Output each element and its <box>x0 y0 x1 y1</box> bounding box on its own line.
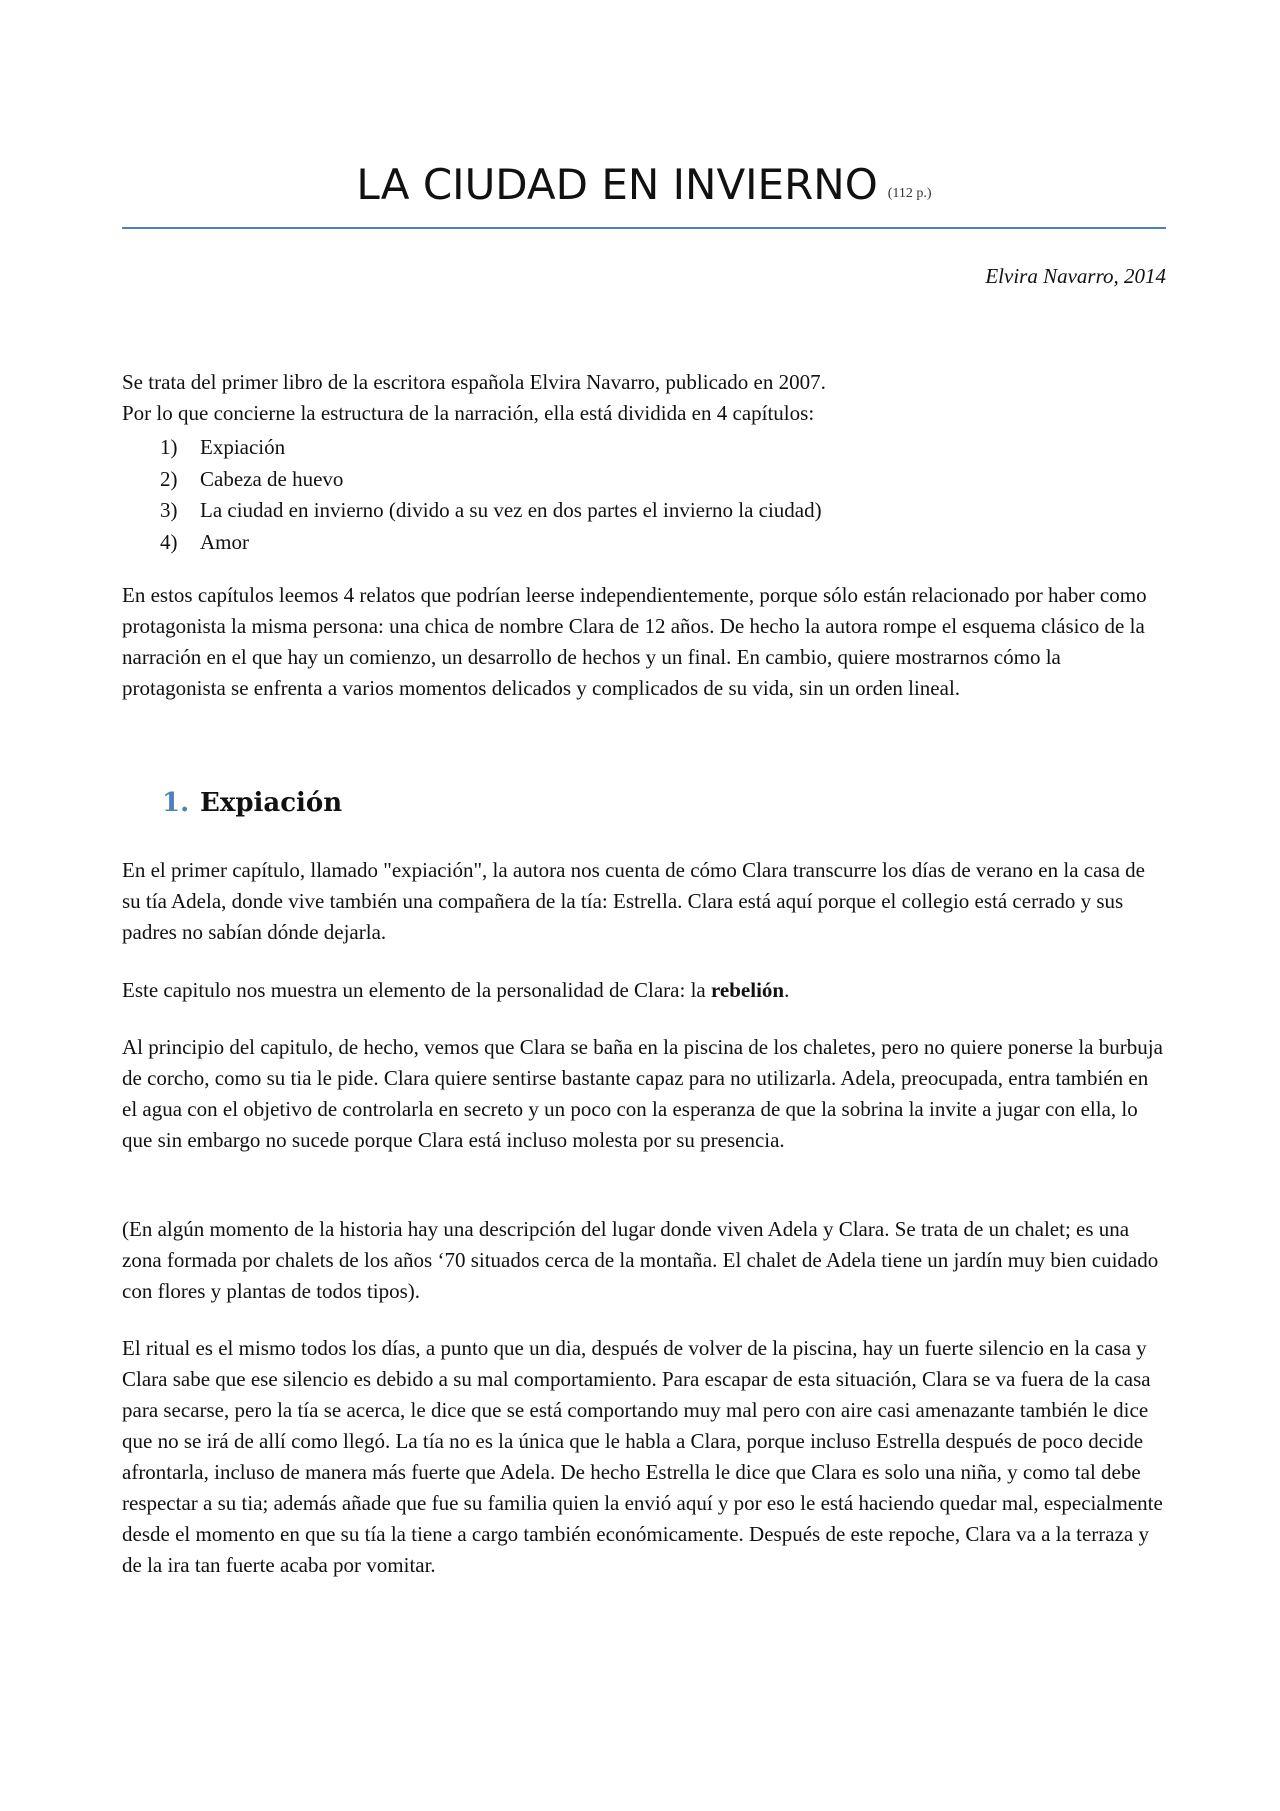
emphasis-rebelion: rebelión <box>710 978 785 1002</box>
author-line: Elvira Navarro, 2014 <box>985 264 1166 288</box>
list-item: 3) La ciudad en invierno (divido a su vez en dos partes el invierno la ciudad) <box>160 498 822 522</box>
paragraph-piscina: Al principio del capitulo, de hecho, vemos que Clara se baña en la piscina de los chaletes, pero no quiere ponerse la burbuja de corcho, como su tia le pide. Clara quiere sentirse bastante capaz para no utilizarla. Adela, preocupada, entra también en el agua con el objetivo de controlarla en secreto y un poco con la esperanza de que la sobrina la invite a jugar con ella, lo que sin embargo no sucede porque Clara está incluso molesta por su presencia. <box>122 1035 1163 1152</box>
paragraph-ritual: El ritual es el mismo todos los días, a punto que un dia, después de volver de la piscina, hay un fuerte silencio en la casa y Clara sabe que ese silencio es debido a su mal comportamiento. Para escapar de esta situación, Clara se va fuera de la casa para secarse, pero la tía se acerca, le dice que se está comportando muy mal pero con aire casi amenazante también le dice que no se irá de allí como llegó. La tía no es la única que le habla a Clara, porque incluso Estrella después de poco decide afrontarla, incluso de manera más fuerte que Adela. De hecho Estrella le dice que Clara es solo una niña, y como tal debe respectar a su tia; además añade que fue su familia quien la envió aquí y por eso le está haciendo quedar mal, especialmente desde el momento en que su tía la tiene a cargo también económicamente. Después de este repoche, Clara va a la terraza y de la ira tan fuerte acaba por vomitar. <box>122 1336 1163 1577</box>
list-item: 4) Amor <box>160 529 249 554</box>
chapter-label: Cabeza de huevo <box>200 466 344 491</box>
list-item: 1) Expiación <box>160 435 286 459</box>
chapter-label: La ciudad en invierno (divido a su vez en dos partes el invierno la ciudad) <box>200 498 822 522</box>
paragraph-chapters-overview: En estos capítulos leemos 4 relatos que podrían leerse independientemente, porque sólo están relacionado por haber como protagonista la misma persona: una chica de nombre Clara de 12 años. De hecho la autora rompe el esquema clásico de la narración en el que hay un comienzo, un desarrollo de hechos y un final. En cambio, quiere mostrarnos cómo la protagonista se enfrenta a varios momentos delicados y complicados de su vida, sin un orden lineal. <box>122 583 1147 700</box>
intro-line-1: Se trata del primer libro de la escritora española Elvira Navarro, publicado en 2007. <box>122 370 826 394</box>
section-number: 1. <box>162 788 190 818</box>
chapter-list <box>160 432 822 558</box>
paragraph-first-chapter: En el primer capítulo, llamado "expiación", la autora nos cuenta de cómo Clara transcurre los días de verano en la casa de su tía Adela, donde vive también una compañera de la tía: Estrella. Clara está aquí porque el collegio está cerrado y sus padres no sabían dónde dejarla. <box>122 858 1145 944</box>
page-count-note: (112 p.) <box>887 186 932 201</box>
paragraph-chalet: (En algún momento de la historia hay una descripción del lugar donde viven Adela y Clara. Se trata de un chalet; es una zona formada por chalets de los años ‘70 situados cerca de la montaña. El chalet de Adela tiene un jardín muy bien cuidado con flores y plantas de todos tipos). <box>122 1217 1159 1303</box>
paragraph-rebelion: Este capitulo nos muestra un elemento de la personalidad de Clara: la rebelión. <box>122 978 790 1002</box>
intro-line-2: Por lo que concierne la estructura de la narración, ella está dividida en 4 capítulos: <box>122 401 815 425</box>
section-title: Expiación <box>200 788 343 818</box>
chapter-label: Amor <box>200 529 249 554</box>
section-heading-expiacion <box>162 788 342 818</box>
list-item: 2) Cabeza de huevo <box>160 466 344 491</box>
document-title: LA CIUDAD EN INVIERNO <box>356 160 878 209</box>
title-underline-rule <box>122 227 1166 229</box>
chapter-label: Expiación <box>200 435 286 459</box>
title-block <box>122 160 1166 209</box>
